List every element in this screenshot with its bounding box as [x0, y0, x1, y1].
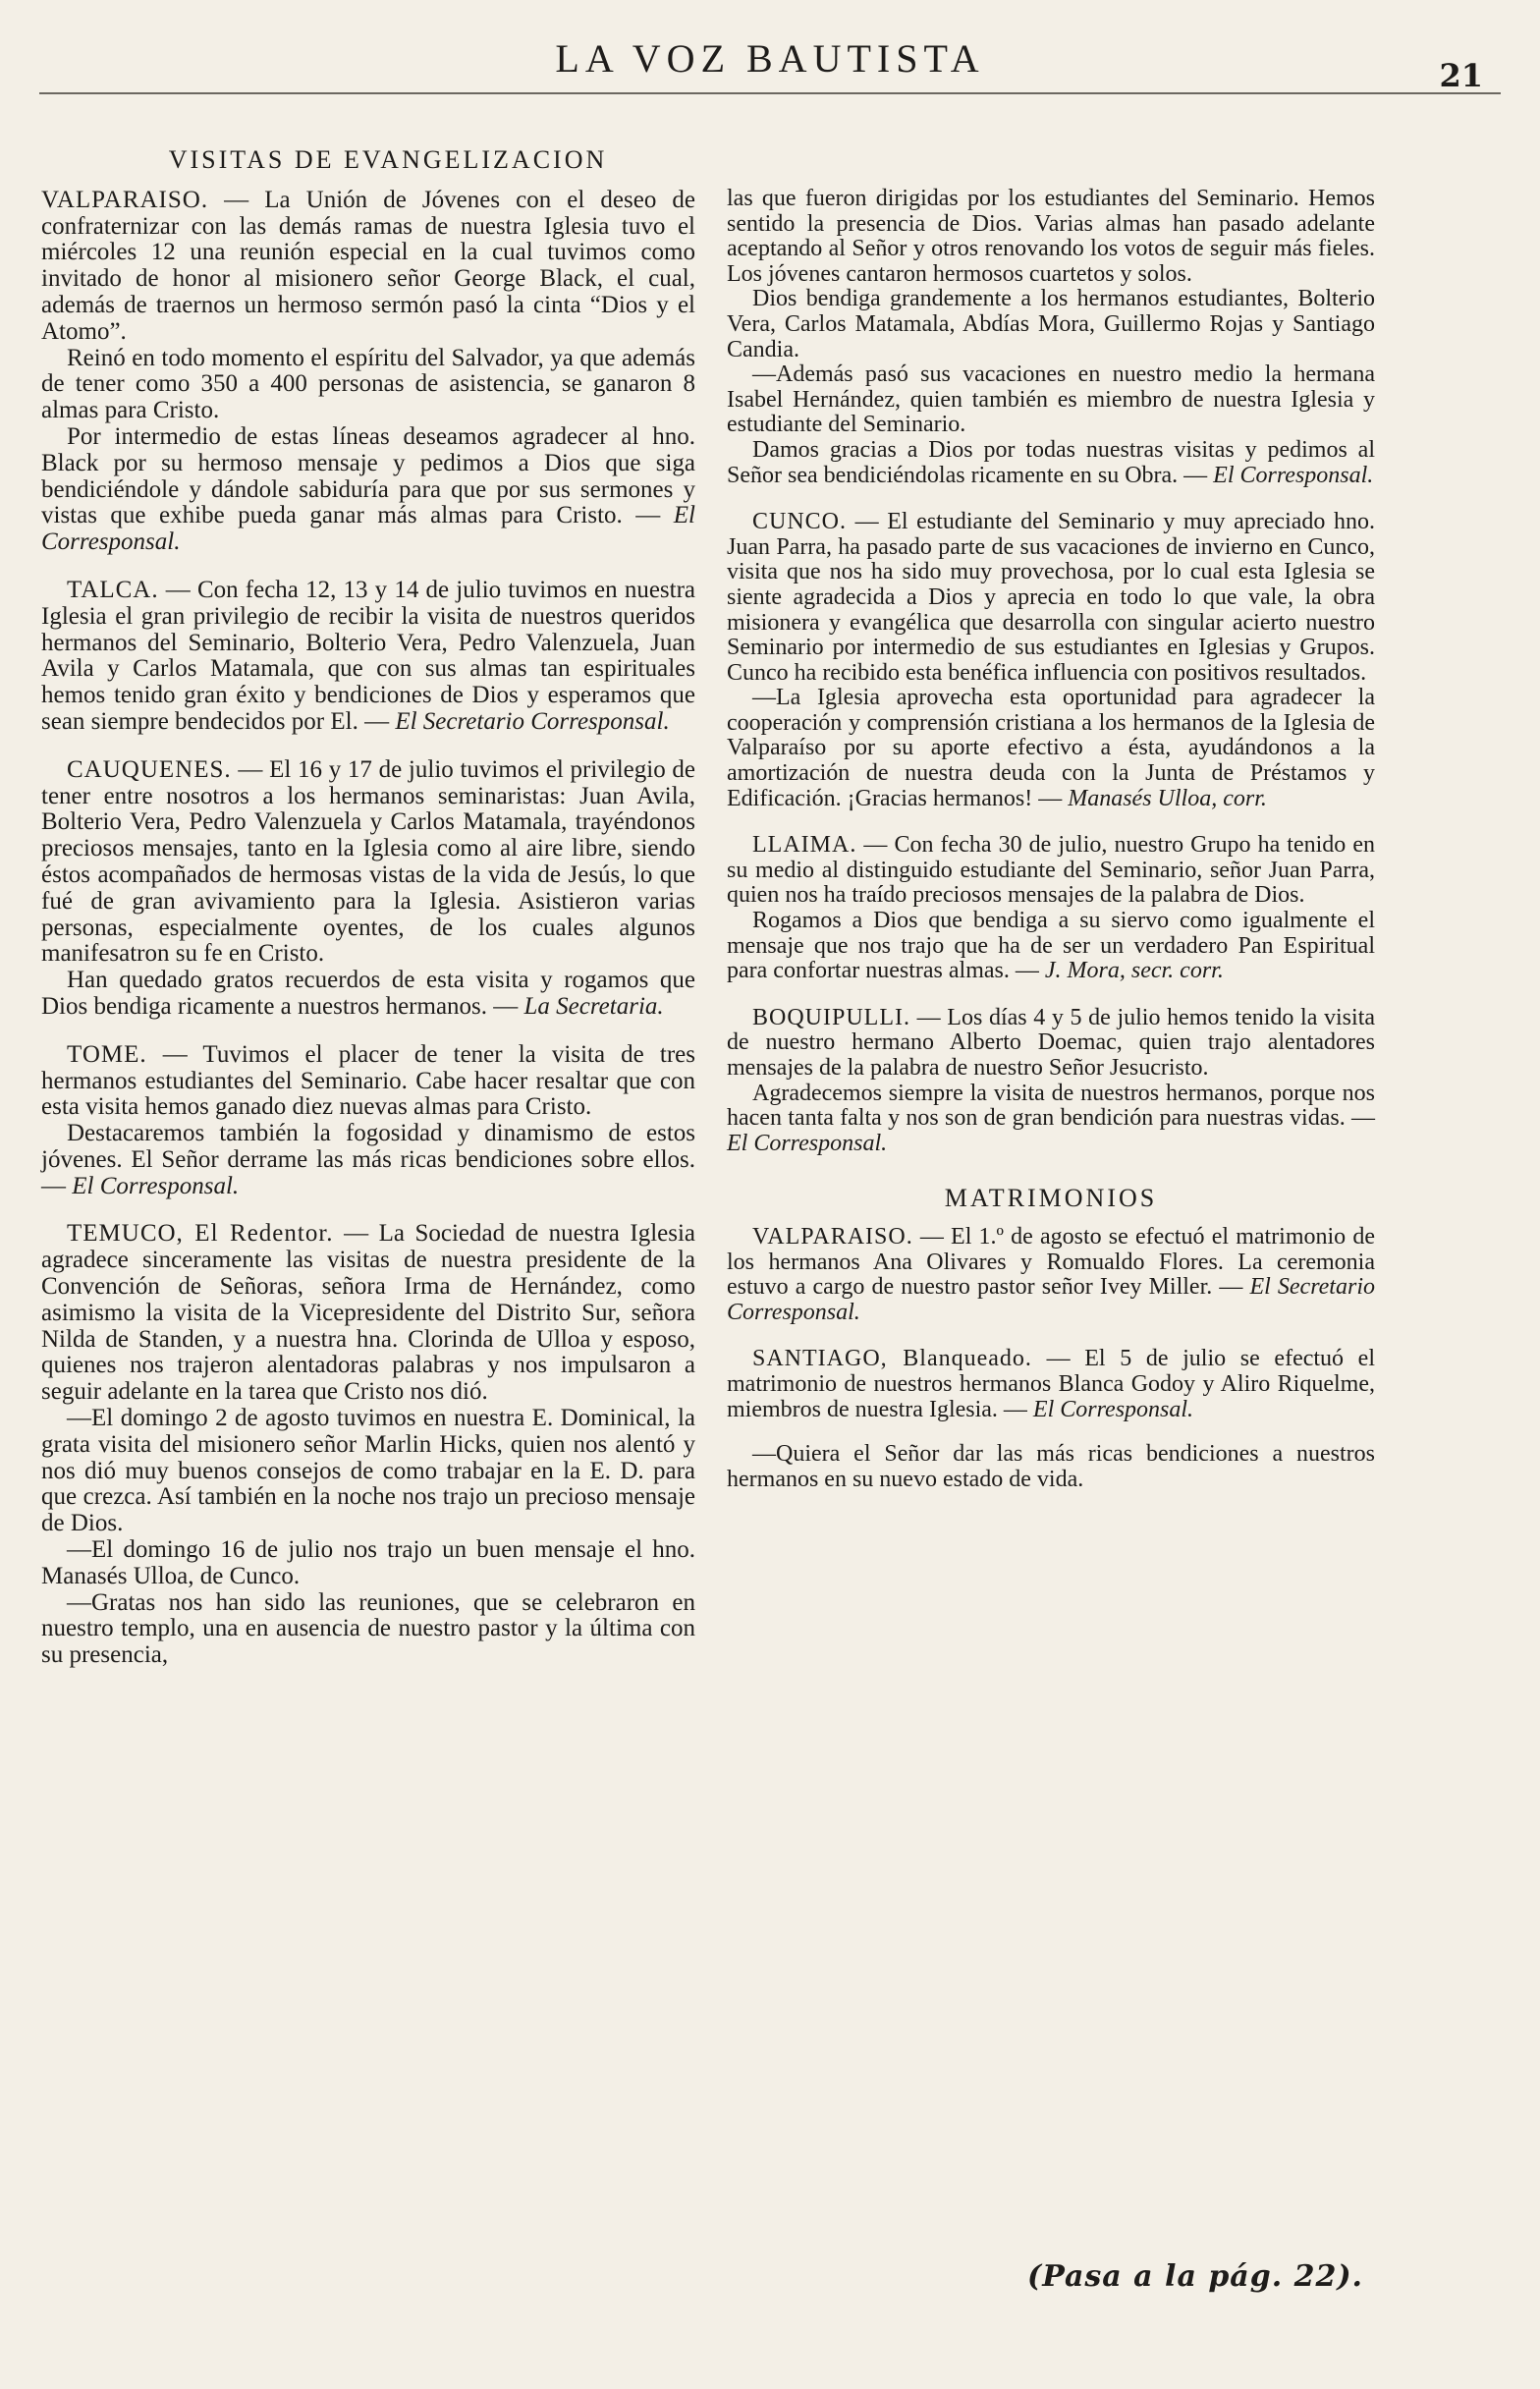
entry-paragraph: —El domingo 2 de agosto tuvimos en nuestra E. Dominical, la grata visita del misionero señor Marlin Hicks, quien nos alentó y nos dió muy buenos consejos de como trabajar en la E. D. para que crezca. Así también en la noche nos trajo un precioso mensaje de Dios.: [41, 1405, 695, 1537]
left-column: [41, 147, 695, 1691]
entry-paragraph: Reinó en todo momento el espíritu del Salvador, ya que además de tener como 350 a 400 personas de asistencia, se ganaron 8 almas para Cristo.: [41, 344, 695, 424]
entry-paragraph: —Además pasó sus vacaciones en nuestro medio la hermana Isabel Hernández, quien también es miembro de nuestra Iglesia y estudiante del Seminario.: [727, 361, 1375, 438]
entry-text: — El 5 de julio se efectuó el matrimonio de nuestros hermanos Blanca Godoy y Aliro Riquelme, miembros de nuestra Iglesia. —: [727, 1346, 1376, 1422]
entry-text: — El 1.º de agosto se efectuó el matrimonio de los hermanos Ana Olivares y Romualdo Flores. La ceremonia estuvo a cargo de nuestro pastor señor Ivey Miller. —: [727, 1223, 1376, 1301]
header-rule: [39, 92, 1501, 94]
entry-place: SANTIAGO, Blanqueado.: [752, 1346, 1032, 1372]
entry-place: VALPARAISO.: [41, 186, 209, 213]
entry-text: — El estudiante del Seminario y muy apreciado hno. Juan Parra, ha pasado parte de sus vacaciones de invierno en Cunco, visita que nos ha sido muy provechosa, por lo cual esta Iglesia se siente agradecida a Dios y aprecia en todo lo que vale, la obra misionera y evangélica que desarrolla con singular acierto nuestro Seminario por intermedio de sus estudiantes en Iglesias y Grupos. Cunco ha recibido esta benéfica influencia con positivos resultados.: [727, 509, 1375, 686]
section-title-visitas: VISITAS DE EVANGELIZACION: [168, 145, 608, 174]
entry-temuco-continued: [727, 187, 1375, 488]
entry-text: — Con fecha 12, 13 y 14 de julio tuvimos en nuestra Iglesia el gran privilegio de recibir la visita de nuestros queridos hermanos del Seminario, Bolterio Vera, Pedro Valenzuela, Juan Avila y Carlos Matamala, que con sus almas tan espirituales hemos tenido gran éxito y bendiciones de Dios y esperamos que sean siempre bendecidos por El. —: [41, 576, 696, 735]
entry-text: Agradecemos siempre la visita de nuestros hermanos, porque nos hacen tanta falta y nos son de gran bendición para nuestras vidas. —: [727, 1080, 1375, 1132]
page-header: [39, 18, 1501, 96]
section-title-matrimonios: MATRIMONIOS: [944, 1184, 1158, 1213]
entry-paragraph: —Gratas nos han sido las reuniones, que se celebraron en nuestro templo, una en ausencia de nuestro pastor y la última con su presencia,: [41, 1588, 695, 1669]
entry-text: — Con fecha 30 de julio, nuestro Grupo ha tenido en su medio al distinguido estudiante del Seminario, señor Juan Parra, quien nos ha traído preciosos mensajes de la palabra de Dios.: [727, 832, 1375, 909]
entry-cauquenes: [41, 757, 695, 1021]
entry-signature: El Corresponsal.: [72, 1172, 240, 1199]
entry-place: BOQUIPULLI.: [752, 1004, 910, 1030]
entry-text: — El 16 y 17 de julio tuvimos el privilegio de tener entre nosotros a los hermanos seminaristas: Juan Avila, Bolterio Vera, Pedro Valenzuela y Carlos Matamala, trayéndonos preciosos mensajes, tanto en la Iglesia como al aire libre, siendo éstos acompañados de hermosas vistas de la vida de Jesús, lo que fué de gran avivamiento para la Iglesia. Asistieron varias personas, especialmente oyentes, de los cuales algunos manifesatron su fe en Cristo.: [41, 755, 696, 968]
entry-signature: El Corresponsal.: [1213, 462, 1374, 488]
entry-boquipulli: [727, 1006, 1375, 1157]
entry-text: — La Sociedad de nuestra Iglesia agradece sinceramente las visitas de nuestra presidente de la Convención de Señoras, señora Irma de Hernández, como asimismo la visita de la Vicepresidente del Distrito Sur, señora Nilda de Standen, y a nuestra hna. Clorinda de Ulloa y esposo, quienes nos trajeron alentadoras palabras y nos impulsaron a seguir adelante en la tarea que Cristo nos dió.: [41, 1220, 696, 1406]
entry-talca: [41, 578, 695, 736]
entry-paragraph: las que fueron dirigidas por los estudiantes del Seminario. Hemos sentido la presencia de Dios. Varias almas han pasado adelante aceptando al Señor y otros renovando los votos de seguir más fieles. Los jóvenes cantaron hermosos cuartetos y solos.: [727, 186, 1375, 287]
entry-text: Damos gracias a Dios por todas nuestras visitas y pedimos al Señor sea bendiciéndolas ricamente en su Obra. —: [727, 436, 1375, 488]
entry-paragraph: —Quiera el Señor dar las más ricas bendiciones a nuestros hermanos en su nuevo estado de vida.: [727, 1441, 1375, 1492]
publication-title: LA VOZ BAUTISTA: [555, 36, 985, 81]
entry-place: CAUQUENES.: [67, 755, 232, 783]
entry-place: VALPARAISO.: [752, 1223, 913, 1250]
entry-signature: J. Mora, secr. corr.: [1044, 958, 1224, 984]
entry-signature: El Corresponsal.: [727, 1130, 888, 1156]
entry-text: — Los días 4 y 5 de julio hemos tenido la visita de nuestro hermano Alberto Doemac, quien trajo alentadores mensajes de la palabra de nuestro Señor Jesucristo.: [727, 1004, 1376, 1081]
entry-temuco: [41, 1221, 695, 1669]
entry-text: —La Iglesia aprovecha esta oportunidad para agradecer la cooperación y comprensión cristiana a los hermanos de la Iglesia de Valparaíso por su aporte efectivo a ésta, ayudándonos a la amortización de nuestra deuda con la Junta de Préstamos y Edificación. ¡Gracias hermanos! —: [727, 685, 1375, 811]
entry-cunco: [727, 510, 1375, 811]
right-column: [727, 187, 1375, 1514]
entry-signature: El Corresponsal.: [1032, 1396, 1194, 1422]
entry-place: LLAIMA.: [752, 832, 857, 859]
entry-signature: Manasés Ulloa, corr.: [1068, 785, 1267, 811]
entry-matrimonio-santiago: [727, 1347, 1375, 1492]
entry-valparaiso: [41, 188, 695, 556]
entry-matrimonio-valparaiso: [727, 1225, 1375, 1325]
entry-paragraph: Dios bendiga grandemente a los hermanos estudiantes, Bolterio Vera, Carlos Matamala, Abdías Mora, Guillermo Rojas y Santiago Candia.: [727, 286, 1375, 362]
page-number: 21: [1439, 57, 1483, 94]
entry-text: Por intermedio de estas líneas deseamos agradecer al hno. Black por su hermoso mensaje y pedimos a Dios que siga bendiciéndole y dándole sabiduría para que por sus sermones y vistas que exhibe pueda ganar más almas para Cristo. —: [41, 422, 695, 529]
entry-signature: La Secretaria.: [523, 992, 664, 1020]
entry-tome: [41, 1042, 695, 1200]
entry-text: Rogamos a Dios que bendiga a su siervo como igualmente el mensaje que nos trajo que ha de ser un verdadero Pan Espiritual para confortar nuestras almas. —: [727, 908, 1375, 984]
entry-text: — La Unión de Jóvenes con el deseo de confraternizar con las demás ramas de nuestra Iglesia tuvo el miércoles 12 una reunión especial en la cual tuvimos como invitado de honor al misionero señor George Black, el cual, además de traernos un hermoso sermón pasó la cinta “Dios y el Atomo”.: [41, 186, 695, 345]
entry-place: TALCA.: [67, 576, 159, 603]
entry-paragraph: —El domingo 16 de julio nos trajo un buen mensaje el hno. Manasés Ulloa, de Cunco.: [41, 1536, 695, 1589]
entry-place: TOME.: [67, 1040, 147, 1068]
entry-signature: El Corresponsal.: [41, 502, 695, 556]
entry-llaima: [727, 833, 1375, 984]
entry-place: TEMUCO, El Redentor.: [67, 1220, 334, 1248]
entry-text: Han quedado gratos recuerdos de esta visita y rogamos que Dios bendiga ricamente a nuestros hermanos. —: [41, 967, 695, 1020]
entry-text: — Tuvimos el placer de tener la visita de tres hermanos estudiantes del Seminario. Cabe hacer resaltar que con esta visita hemos ganado diez nuevas almas para Cristo.: [41, 1040, 695, 1121]
entry-text: Destacaremos también la fogosidad y dinamismo de estos jóvenes. El Señor derrame las más ricas bendiciones sobre ellos. —: [41, 1120, 695, 1199]
continued-note: (Pasa a la pág. 22).: [1027, 2259, 1363, 2294]
entry-place: CUNCO.: [752, 509, 848, 535]
entry-signature: El Secretario Corresponsal.: [395, 707, 670, 735]
entry-signature: El Secretario Corresponsal.: [727, 1274, 1375, 1325]
